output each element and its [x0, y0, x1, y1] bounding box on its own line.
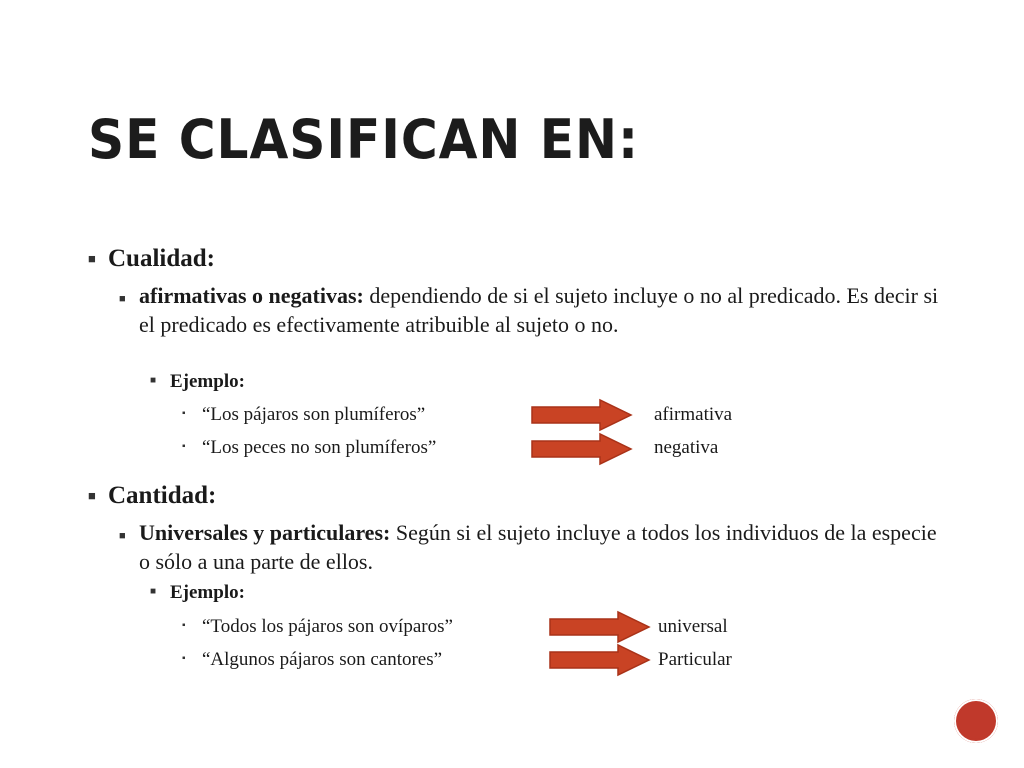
- definition-text: dependiendo de si el sujeto incluye o no al predicado. Es decir si el predicado es efectivamente atribuible al sujeto o no.: [139, 283, 939, 337]
- example-sentence: “Los peces no son plumíferos”: [202, 437, 437, 458]
- slide-title: SE CLASIFICAN EN:: [88, 108, 639, 171]
- right-arrow-icon: [548, 610, 652, 644]
- square-bullet-icon: ■: [150, 375, 157, 386]
- section-heading-cualidad: [88, 245, 215, 273]
- example-sentence: “Todos los pájaros son ovíparos”: [202, 616, 453, 637]
- example-sentence: “Los pájaros son plumíferos”: [202, 404, 426, 425]
- right-arrow-icon: [530, 432, 634, 466]
- square-bullet-icon: ■: [119, 530, 126, 542]
- square-bullet-icon: ■: [88, 488, 96, 503]
- example-label-cantidad: [150, 582, 245, 604]
- section-heading-label: Cualidad:: [108, 245, 215, 272]
- example-item: [182, 404, 426, 426]
- definition-text: Según si el sujeto incluye a todos los individuos de la especie o sólo a una parte de ellos.: [139, 520, 937, 574]
- square-bullet-icon: ■: [119, 293, 126, 305]
- definition-term: Universales y particulares:: [139, 520, 391, 545]
- definition-cantidad: [119, 518, 939, 576]
- example-sentence: “Algunos pájaros son cantores”: [202, 649, 443, 670]
- example-item: [182, 649, 443, 671]
- example-result: Particular: [658, 649, 732, 670]
- example-label: Ejemplo:: [170, 371, 245, 392]
- example-result: negativa: [654, 437, 719, 458]
- section-heading-label: Cantidad:: [108, 482, 217, 509]
- definition-cualidad: [119, 281, 939, 339]
- definition-term: afirmativas o negativas:: [139, 283, 364, 308]
- square-bullet-icon: ▪: [182, 620, 186, 631]
- example-label-cualidad: [150, 371, 245, 393]
- right-arrow-icon: [530, 398, 634, 432]
- square-bullet-icon: ■: [88, 251, 96, 266]
- square-bullet-icon: ■: [150, 586, 157, 597]
- example-result: afirmativa: [654, 404, 733, 425]
- example-result: universal: [658, 616, 728, 637]
- right-arrow-icon: [548, 643, 652, 677]
- section-heading-cantidad: [88, 482, 217, 510]
- example-item: [182, 616, 453, 638]
- square-bullet-icon: ▪: [182, 441, 186, 452]
- circle-badge-icon: [954, 699, 998, 743]
- square-bullet-icon: ▪: [182, 653, 186, 664]
- example-item: [182, 437, 437, 459]
- example-label: Ejemplo:: [170, 582, 245, 603]
- square-bullet-icon: ▪: [182, 408, 186, 419]
